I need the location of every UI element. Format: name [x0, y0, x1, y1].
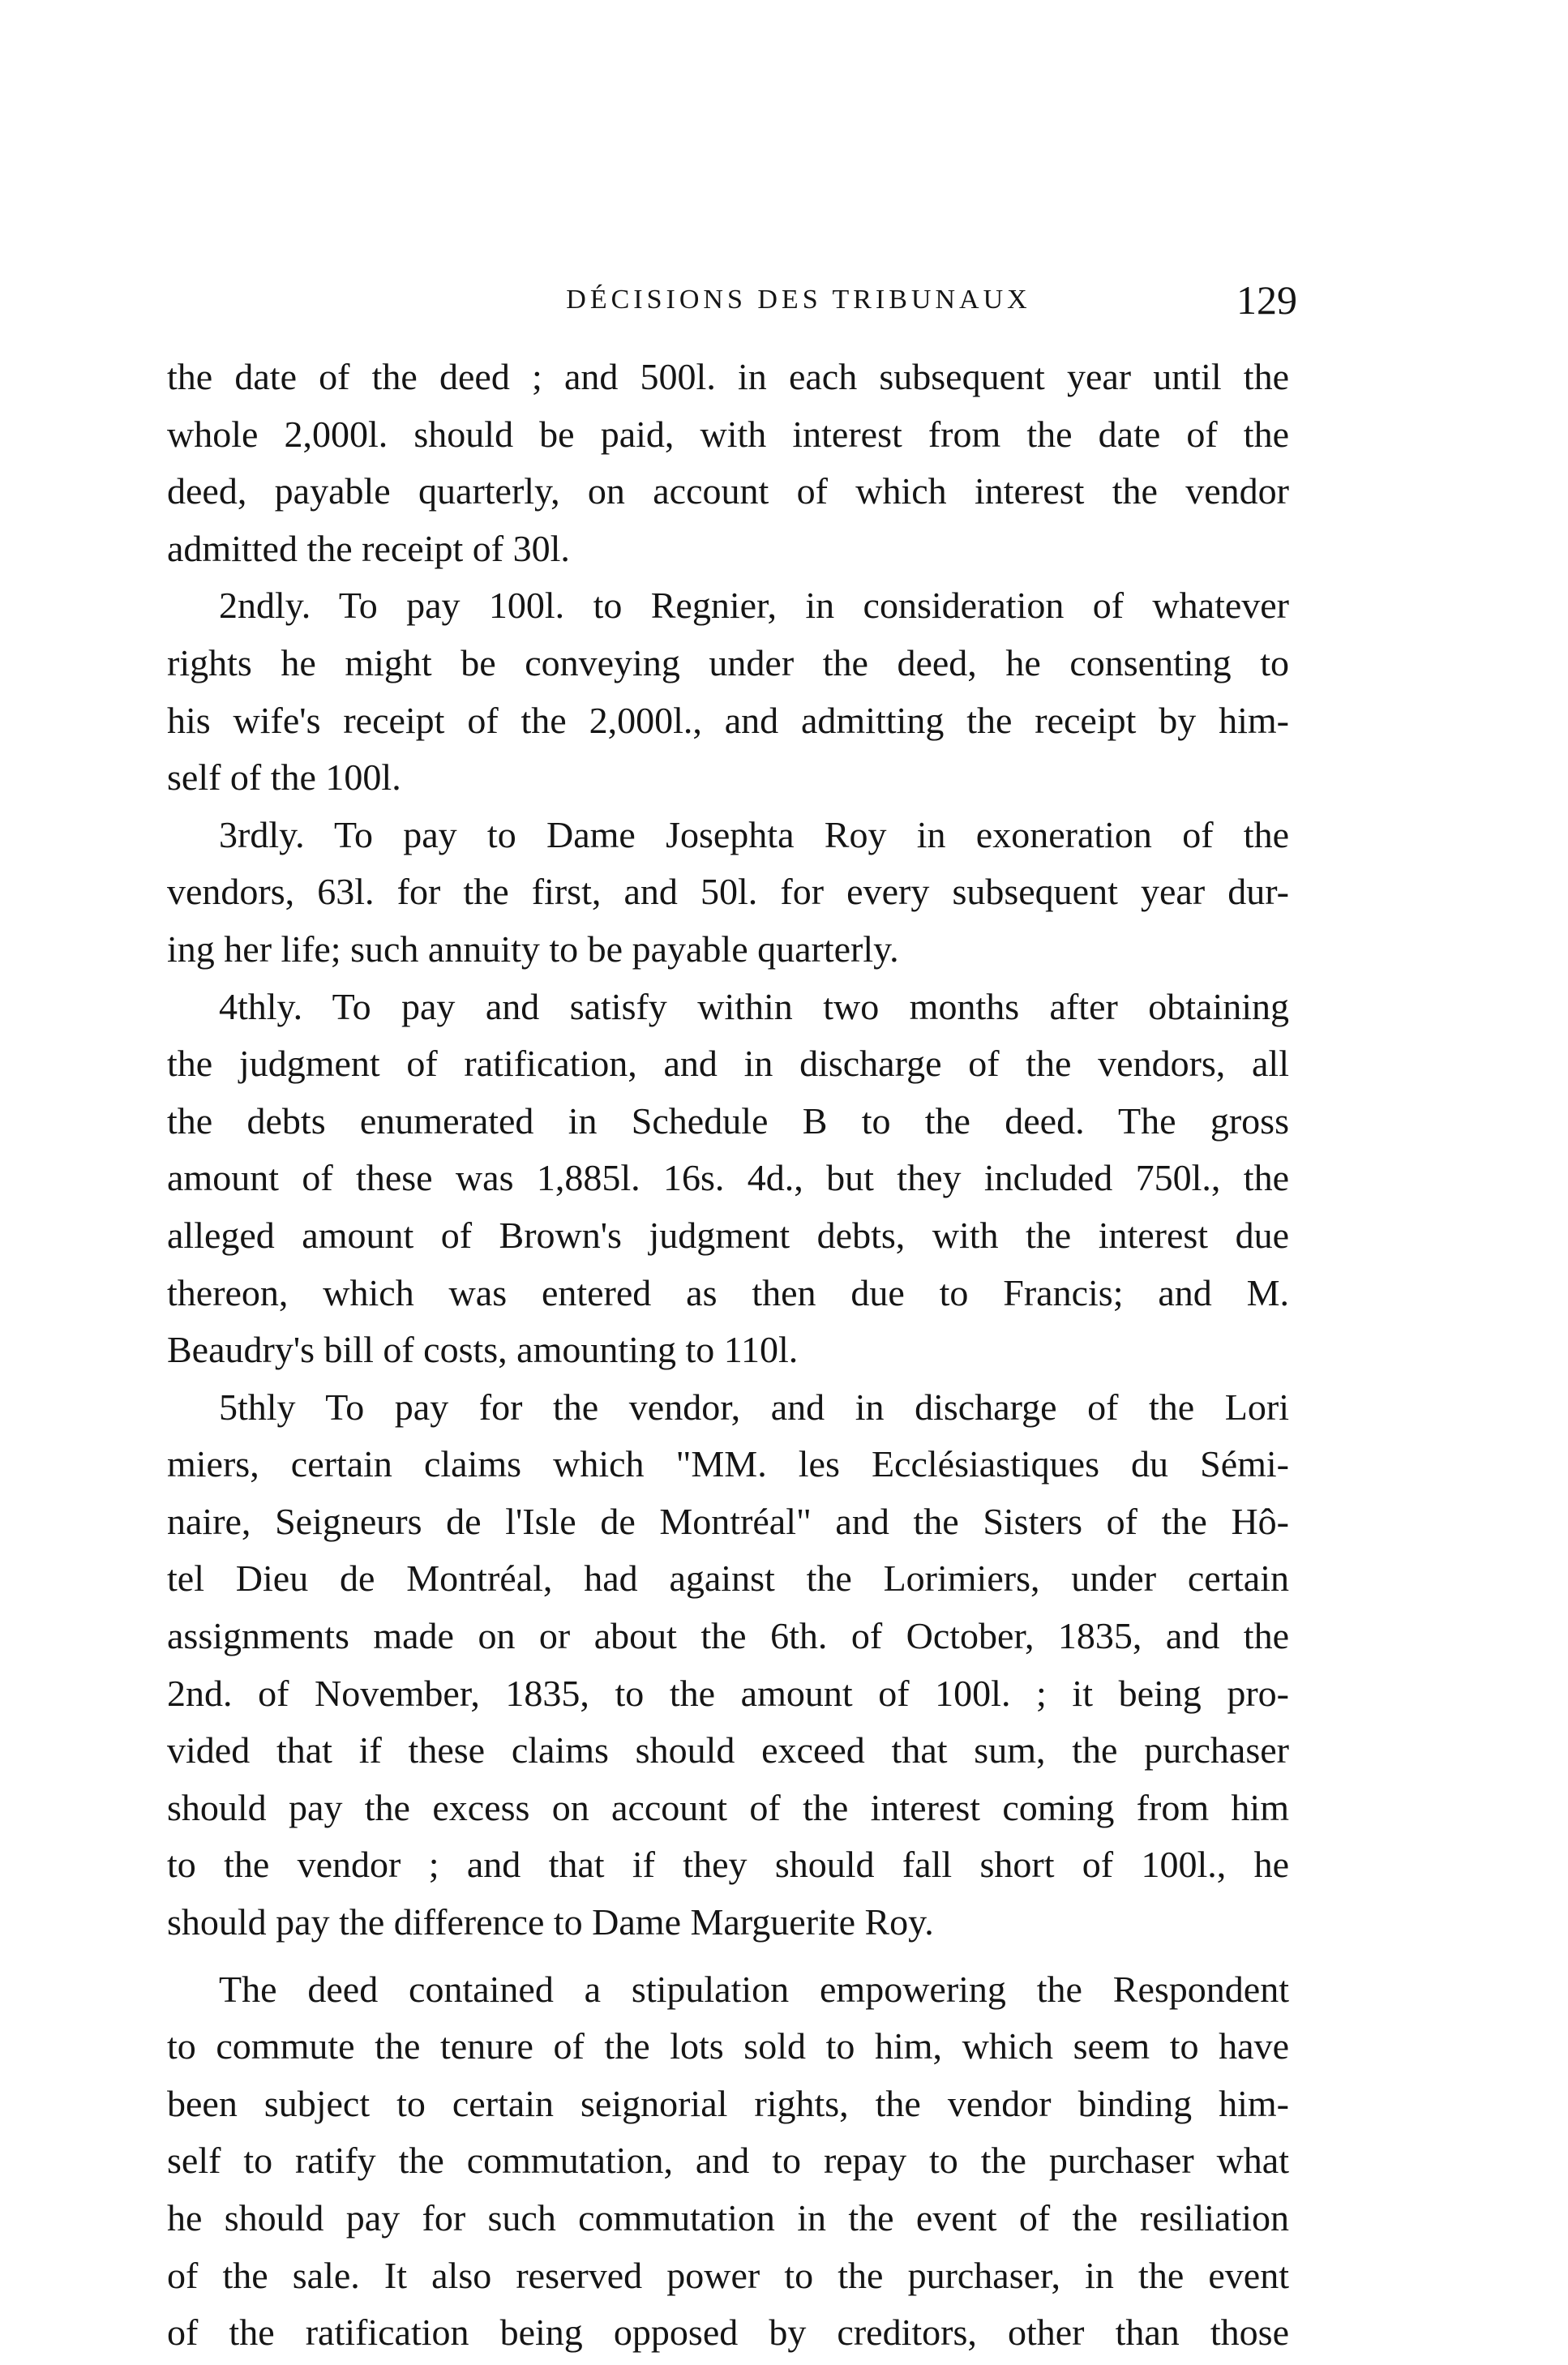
- text-line: admitted the receipt of 30l.: [167, 527, 570, 569]
- text-line: vided that if these claims should exceed that sum, the purchaser: [167, 1729, 1289, 1772]
- text-line: deed, payable quarterly, on account of which interest the vendor: [167, 470, 1289, 512]
- text-line: ing her life; such annuity to be payable quarterly.: [167, 928, 899, 970]
- text-line: whole 2,000l. should be paid, with interest from the date of the: [167, 413, 1289, 455]
- running-head: [0, 276, 1568, 324]
- page-number: 129: [1236, 277, 1297, 323]
- text-line: thereon, which was entered as then due to Francis; and M.: [167, 1271, 1289, 1313]
- text-line: 2ndly. To pay 100l. to Regnier, in consideration of whatever: [219, 585, 1289, 627]
- text-line: miers, certain claims which "MM. les Ecclésiastiques du Sémi-: [167, 1443, 1289, 1485]
- text-line: should pay the difference to Dame Marguerite Roy.: [167, 1901, 934, 1943]
- text-line: vendors, 63l. for the first, and 50l. for every subsequent year dur-: [167, 871, 1289, 913]
- text-line: 3rdly. To pay to Dame Josephta Roy in exoneration of the: [219, 813, 1289, 855]
- text-line: to the vendor ; and that if they should fall short of 100l., he: [167, 1844, 1289, 1886]
- text-line: the debts enumerated in Schedule B to the deed. The gross: [167, 1099, 1289, 1142]
- text-line: been subject to certain seignorial rights, the vendor binding him-: [167, 2082, 1289, 2124]
- text-line: 2nd. of November, 1835, to the amount of 100l. ; it being pro-: [167, 1672, 1289, 1714]
- text-line: of the ratification being opposed by creditors, other than those: [167, 2311, 1289, 2354]
- text-line: tel Dieu de Montréal, had against the Lorimiers, under certain: [167, 1557, 1289, 1600]
- text-line: alleged amount of Brown's judgment debts, with the interest due: [167, 1214, 1289, 1256]
- text-line: should pay the excess on account of the interest coming from him: [167, 1786, 1289, 1828]
- text-line: Beaudry's bill of costs, amounting to 110l.: [167, 1329, 799, 1371]
- text-line: 5thly To pay for the vendor, and in discharge of the Lori: [219, 1386, 1289, 1428]
- text-line: 4thly. To pay and satisfy within two months after obtaining: [219, 985, 1289, 1027]
- text-line: rights he might be conveying under the deed, he consenting to: [167, 641, 1289, 683]
- text-line: the judgment of ratification, and in discharge of the vendors, all: [167, 1043, 1289, 1085]
- text-line: amount of these was 1,885l. 16s. 4d., but they included 750l., the: [167, 1157, 1289, 1199]
- body-text: [167, 349, 1289, 2362]
- text-line: self to ratify the commutation, and to repay to the purchaser what: [167, 2140, 1289, 2182]
- text-line: to commute the tenure of the lots sold to him, which seem to have: [167, 2025, 1289, 2067]
- running-title: DÉCISIONS DES TRIBUNAUX: [566, 285, 1031, 315]
- text-line: The deed contained a stipulation empowering the Respondent: [219, 1968, 1289, 2010]
- text-line: naire, Seigneurs de l'Isle de Montréal" and the Sisters of the Hô-: [167, 1500, 1289, 1542]
- text-line: assignments made on or about the 6th. of October, 1835, and the: [167, 1615, 1289, 1657]
- text-line: of the sale. It also reserved power to the purchaser, in the event: [167, 2254, 1289, 2296]
- text-line: his wife's receipt of the 2,000l., and admitting the receipt by him-: [167, 699, 1289, 741]
- text-line: he should pay for such commutation in the event of the resiliation: [167, 2197, 1289, 2239]
- text-line: the date of the deed ; and 500l. in each subsequent year until the: [167, 356, 1289, 397]
- text-line: self of the 100l.: [167, 756, 401, 799]
